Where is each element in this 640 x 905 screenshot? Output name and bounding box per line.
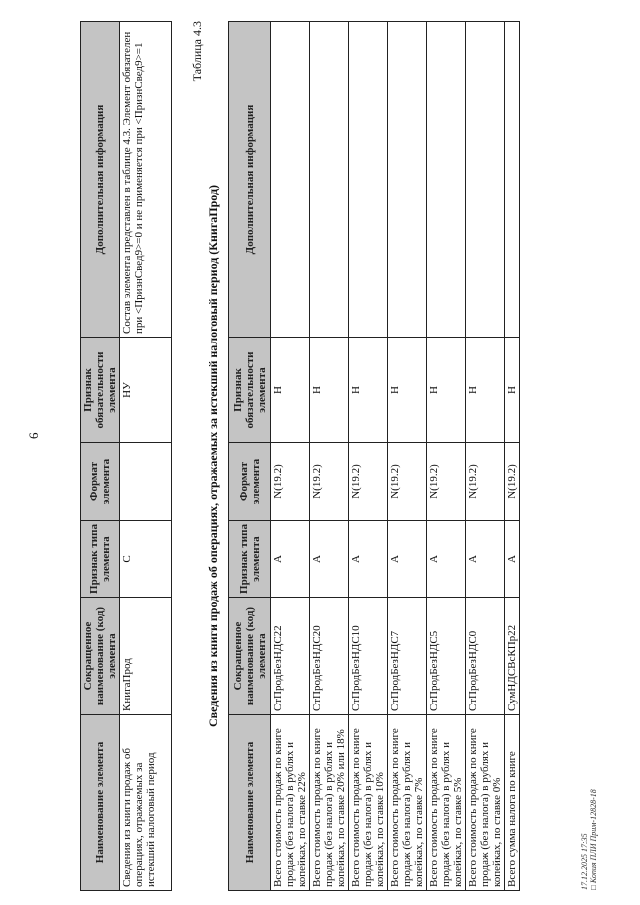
cell-format: N(19.2) (349, 443, 388, 521)
cell-format: N(19.2) (466, 443, 505, 521)
cell-name: Всего стоимость продаж по книге продаж (без налога) в рублях и копейках, по ставке 20% или 18% (310, 715, 349, 891)
cell-name: Всего стоимость продаж по книге продаж (без налога) в рублях и копейках, по ставке 22% (271, 715, 310, 891)
footer-stamp (580, 789, 598, 890)
cell-required: Н (310, 338, 349, 443)
cell-required: Н (427, 338, 466, 443)
table-row (120, 22, 172, 891)
cell-name: Всего стоимость продаж по книге продаж (без налога) в рублях и копейках, по ставке 10% (349, 715, 388, 891)
cell-name: Всего сумма налога по книге (505, 715, 520, 891)
cell-code: СтПродБезНДС22 (271, 598, 310, 715)
header-cell: Дополнительная информация (81, 22, 120, 338)
header-cell: Сокращенное наименование (код) элемента (81, 598, 120, 715)
table-element-knigaprod (80, 21, 172, 891)
cell-required: Н (271, 338, 310, 443)
cell-type: А (271, 521, 310, 598)
cell-format: N(19.2) (388, 443, 427, 521)
table-row (388, 22, 427, 891)
table-row (349, 22, 388, 891)
header-cell: Дополнительная информация (229, 22, 271, 338)
cell-info (388, 22, 427, 338)
cell-required: Н (466, 338, 505, 443)
header-cell: Признак типа элемента (229, 521, 271, 598)
table-row (310, 22, 349, 891)
page-number: 6 (26, 432, 41, 439)
cell-info: Состав элемента представлен в таблице 4.3. Элемент обязателен при <ПризнСвед9>=0 и не применяется при <ПризнСвед9>=1 (120, 22, 172, 338)
cell-code: СумНДСВсКПр22 (505, 598, 520, 715)
cell-code: СтПродБезНДС7 (388, 598, 427, 715)
header-cell: Формат элемента (229, 443, 271, 521)
table-header-row (81, 22, 120, 891)
table-row (466, 22, 505, 891)
table-label: Таблица 4.3 (190, 21, 204, 82)
cell-type: А (310, 521, 349, 598)
cell-type: А (466, 521, 505, 598)
cell-info (349, 22, 388, 338)
cell-code: СтПродБезНДС5 (427, 598, 466, 715)
table-title: Сведения из книги продаж об операциях, отражаемых за истекший налоговый период (КнигаПрод) (206, 184, 220, 728)
cell-required: Н (349, 338, 388, 443)
cell-code: СтПродБезНДС20 (310, 598, 349, 715)
cell-info (310, 22, 349, 338)
cell-name: Всего стоимость продаж по книге продаж (без налога) в рублях и копейках, по ставке 0% (466, 715, 505, 891)
cell-required: Н (505, 338, 520, 443)
cell-format: N(19.2) (310, 443, 349, 521)
cell-format (120, 443, 172, 521)
header-cell: Признак обязательности элемента (81, 338, 120, 443)
cell-type: С (120, 521, 172, 598)
table-4-3 (228, 21, 520, 891)
table-row (271, 22, 310, 891)
cell-code: СтПродБезНДС0 (466, 598, 505, 715)
header-cell: Признак обязательности элемента (229, 338, 271, 443)
table-row (505, 22, 520, 891)
cell-name: Всего стоимость продаж по книге продаж (без налога) в рублях и копейках, по ставке 5% (427, 715, 466, 891)
cell-name: Сведения из книги продаж об операциях, отражаемых за истекший налоговый период (120, 715, 172, 891)
cell-code: КнигаПрод (120, 598, 172, 715)
cell-format: N(19.2) (505, 443, 520, 521)
cell-type: А (349, 521, 388, 598)
footer-date: 17.12.2025 17:35 (580, 833, 589, 890)
cell-code: СтПродБезНДС10 (349, 598, 388, 715)
header-cell: Наименование элемента (81, 715, 120, 891)
cell-format: N(19.2) (271, 443, 310, 521)
cell-info (466, 22, 505, 338)
header-cell: Сокращенное наименование (код) элемента (229, 598, 271, 715)
cell-type: А (388, 521, 427, 598)
cell-type: А (427, 521, 466, 598)
header-cell: Формат элемента (81, 443, 120, 521)
cell-info (505, 22, 520, 338)
cell-required: Н (388, 338, 427, 443)
footer-copy: □ Копия ПЛИ Прим-12828-18 (589, 789, 598, 890)
cell-required: НУ (120, 338, 172, 443)
cell-format: N(19.2) (427, 443, 466, 521)
cell-name: Всего стоимость продаж по книге продаж (без налога) в рублях и копейках, по ставке 7% (388, 715, 427, 891)
cell-type: А (505, 521, 520, 598)
table-header-row (229, 22, 271, 891)
cell-info (271, 22, 310, 338)
cell-info (427, 22, 466, 338)
header-cell: Признак типа элемента (81, 521, 120, 598)
table-row (427, 22, 466, 891)
header-cell: Наименование элемента (229, 715, 271, 891)
